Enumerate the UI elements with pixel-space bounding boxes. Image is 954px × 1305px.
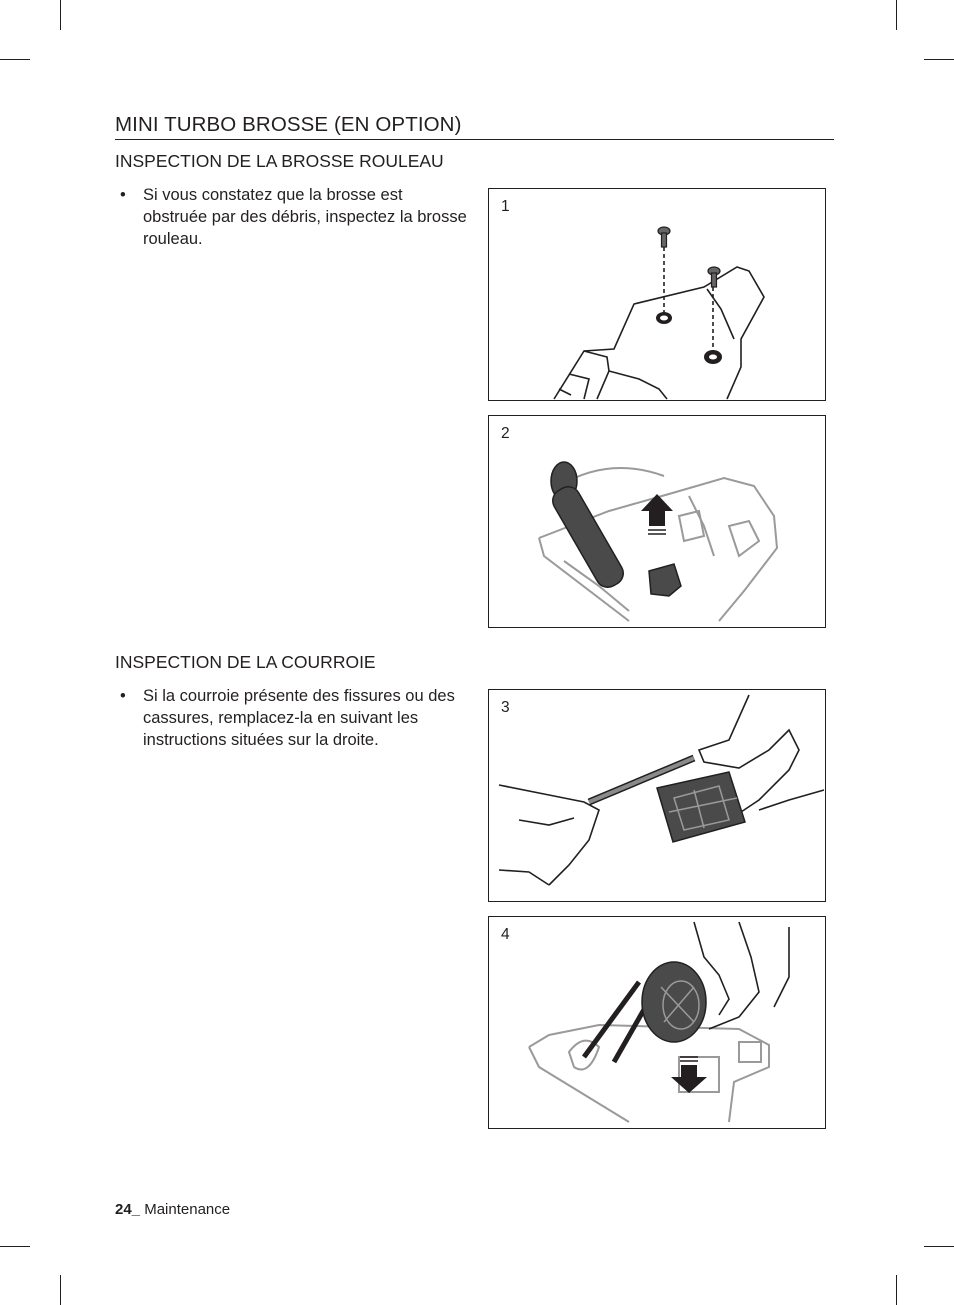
bullet-text: Si vous constatez que la brosse est obstruée par des débris, inspectez la brosse rouleau. (143, 186, 467, 248)
section-heading-belt-inspection: INSPECTION DE LA COURROIE (115, 652, 376, 672)
crop-mark (924, 1246, 954, 1247)
bullet-item-belt (120, 685, 470, 751)
page-title: MINI TURBO BROSSE (EN OPTION) (115, 113, 834, 140)
crop-mark (896, 0, 897, 30)
page-footer (115, 1201, 230, 1218)
crop-mark (60, 0, 61, 30)
figure-number: 2 (501, 425, 510, 442)
bullet-marker: • (120, 186, 126, 204)
crop-mark (60, 1275, 61, 1305)
figure-number: 3 (501, 699, 510, 716)
bullet-item-brush (120, 184, 470, 250)
figure-3 (488, 689, 826, 902)
figure-4 (488, 916, 826, 1129)
figure-1 (488, 188, 826, 401)
figure-number: 1 (501, 198, 510, 215)
crop-mark (0, 59, 30, 60)
figure-2 (488, 415, 826, 628)
figure-number: 4 (501, 926, 510, 943)
bullet-marker: • (120, 687, 126, 705)
screws-removal-illustration (489, 189, 826, 401)
roller-brush-lift-illustration (489, 416, 826, 628)
crop-mark (896, 1275, 897, 1305)
bullet-text: Si la courroie présente des fissures ou des cassures, remplacez-la en suivant les instructions situées sur la droite. (143, 687, 455, 749)
belt-hands-illustration (489, 690, 826, 902)
crop-mark (0, 1246, 30, 1247)
section-heading-brush-inspection: INSPECTION DE LA BROSSE ROULEAU (115, 151, 444, 171)
page-number: 24_ (115, 1201, 141, 1218)
footer-label: Maintenance (144, 1201, 231, 1218)
belt-installation-illustration (489, 917, 826, 1129)
crop-mark (924, 59, 954, 60)
